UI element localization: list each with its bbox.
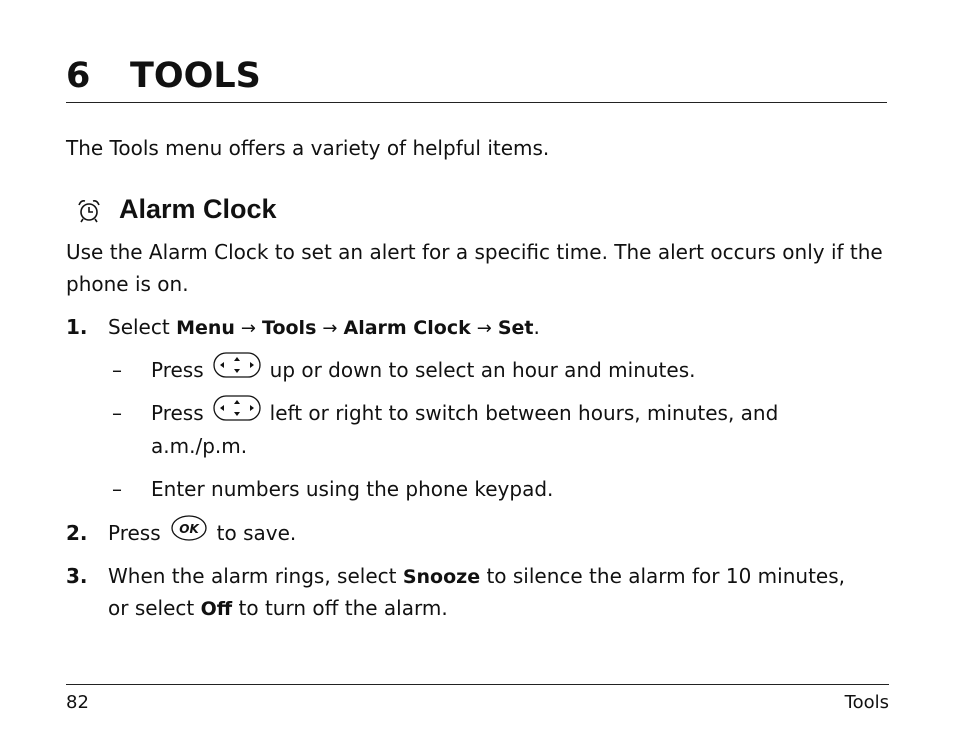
menu-path-item: Menu	[176, 317, 235, 339]
navigation-key-icon	[213, 352, 261, 387]
menu-path-item: Set	[497, 317, 534, 339]
section-title: Alarm Clock	[119, 194, 277, 224]
arrow-icon: →	[240, 318, 257, 339]
step-number: 3.	[66, 564, 88, 588]
step-text: to silence the alarm for 10 minutes,	[480, 564, 845, 588]
step-3-continuation	[108, 592, 448, 625]
step-2-text	[108, 517, 296, 552]
footer-divider	[66, 684, 889, 685]
arrow-icon: →	[476, 318, 492, 339]
arrow-icon: →	[322, 318, 338, 339]
alarm-clock-icon	[74, 198, 104, 224]
sub-step-text	[151, 354, 695, 389]
step-text: .	[533, 315, 540, 339]
section-description: Use the Alarm Clock to set an alert for a specific time. The alert occurs only if the phone is on.	[66, 240, 883, 296]
page-title	[66, 52, 887, 103]
step-text: left or right to switch between hours, minutes, and	[269, 401, 779, 425]
sub-step-text: Enter numbers using the phone keypad.	[151, 477, 554, 501]
sub-step-continuation: a.m./p.m.	[151, 434, 248, 458]
step-text: Press	[151, 358, 204, 382]
sub-step-text	[151, 397, 778, 432]
bullet-dash: –	[112, 477, 122, 501]
bullet-dash: –	[112, 358, 122, 382]
menu-path-item: Tools	[262, 317, 317, 339]
step-3-text	[108, 560, 845, 593]
chapter-number: 6	[66, 56, 91, 96]
ok-key-icon	[170, 515, 208, 550]
navigation-key-icon	[213, 395, 261, 430]
svg-text:OK: OK	[178, 522, 199, 536]
softkey-snooze: Snooze	[402, 566, 481, 588]
menu-path-item: Alarm Clock	[343, 317, 471, 339]
bullet-dash: –	[112, 401, 122, 425]
page-number: 82	[66, 692, 89, 713]
step-text: When the alarm rings, select	[108, 564, 403, 588]
softkey-off: Off	[200, 598, 233, 620]
step-number: 1.	[66, 315, 88, 339]
footer-section-name: Tools	[844, 692, 889, 713]
step-text: to turn off the alarm.	[232, 596, 448, 620]
step-text: up or down to select an hour and minutes.	[269, 358, 696, 382]
step-number: 2.	[66, 521, 88, 545]
chapter-title: TOOLS	[130, 56, 261, 96]
step-text: Press	[108, 521, 161, 545]
step-text: Press	[151, 401, 204, 425]
intro-text: The Tools menu offers a variety of helpful items.	[66, 136, 550, 160]
step-text: to save.	[216, 521, 297, 545]
step-text: or select	[108, 596, 201, 620]
step-1-text	[108, 311, 540, 345]
step-text: Select	[108, 315, 177, 339]
